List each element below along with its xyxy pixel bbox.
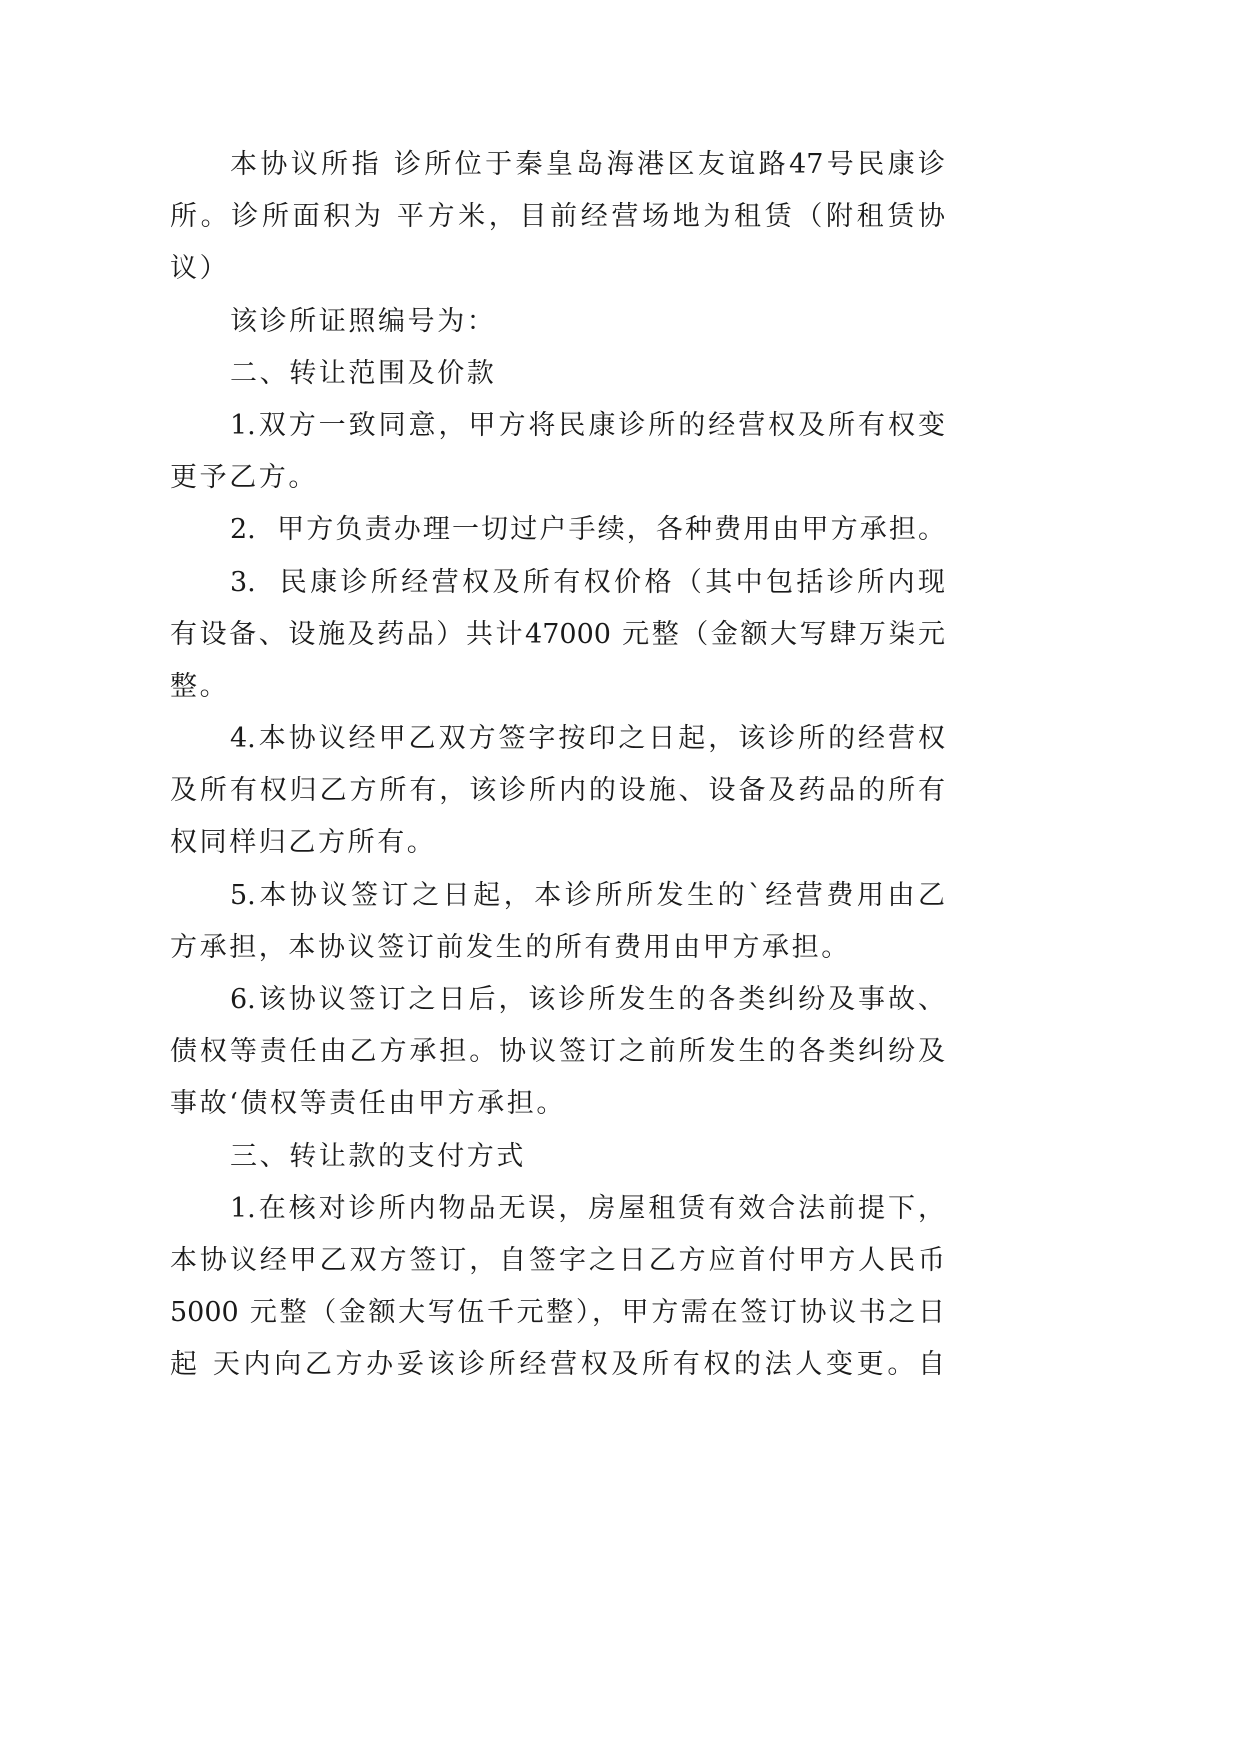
text-line: 债权等责任由乙方承担。协议签订之前所发生的各类纠纷及 (170, 1036, 945, 1068)
paragraph-item-5 (170, 870, 960, 974)
text-line: 4.本协议经甲乙双方签字按印之日起，该诊所的经营权 (230, 723, 945, 755)
paragraph-payment-item-1 (170, 1183, 960, 1392)
text-line: 权同样归乙方所有。 (170, 827, 437, 859)
text-line: 议） (170, 253, 230, 285)
paragraph-item-1 (170, 400, 960, 504)
text-line: 及所有权归乙方所有，该诊所内的设施、设备及药品的所有 (170, 775, 945, 807)
text-line: 方承担，本协议签订前发生的所有费用由甲方承担。 (170, 931, 851, 963)
document-body (170, 139, 960, 1392)
section-heading-payment-method (170, 1131, 960, 1183)
paragraph-item-3 (170, 557, 960, 714)
text-line: 该诊所证照编号为： (230, 305, 497, 337)
text-line: 2. 甲方负责办理一切过户手续，各种费用由甲方承担。 (230, 514, 945, 546)
paragraph-clinic-location (170, 139, 960, 296)
paragraph-item-2 (170, 504, 960, 556)
text-line: 更予乙方。 (170, 462, 318, 494)
text-line: 3. 民康诊所经营权及所有权价格（其中包括诊所内现 (230, 566, 945, 598)
text-line: 1.双方一致同意，甲方将民康诊所的经营权及所有权变 (230, 409, 945, 441)
text-line: 起 天内向乙方办妥该诊所经营权及所有权的法人变更。自 (170, 1349, 945, 1381)
text-line: 事故‘债权等责任由甲方承担。 (170, 1088, 566, 1120)
paragraph-item-6 (170, 974, 960, 1131)
text-line: 5.本协议签订之日起，本诊所所发生的`经营费用由乙 (230, 879, 945, 911)
text-line: 6.该协议签订之日后，该诊所发生的各类纠纷及事故、 (230, 984, 945, 1015)
section-heading: 三、转让款的支付方式 (230, 1140, 526, 1172)
text-line: 本协议所指 诊所位于秦皇岛海港区友谊路47号民康诊 (230, 149, 945, 180)
section-heading: 二、转让范围及价款 (230, 357, 497, 389)
text-line: 整。 (170, 670, 230, 702)
paragraph-item-4 (170, 713, 960, 870)
text-line: 有设备、设施及药品）共计47000 元整（金额大写肆万柒元 (170, 618, 945, 650)
section-heading-scope-and-price (170, 348, 960, 400)
text-line: 5000 元整（金额大写伍千元整），甲方需在签订协议书之日 (170, 1297, 945, 1329)
text-line: 所。诊所面积为 平方米，目前经营场地为租赁（附租赁协 (170, 201, 945, 233)
text-line: 本协议经甲乙双方签订，自签字之日乙方应首付甲方人民币 (170, 1244, 945, 1276)
text-line: 1.在核对诊所内物品无误，房屋租赁有效合法前提下， (230, 1192, 945, 1224)
paragraph-license-number (170, 296, 960, 348)
